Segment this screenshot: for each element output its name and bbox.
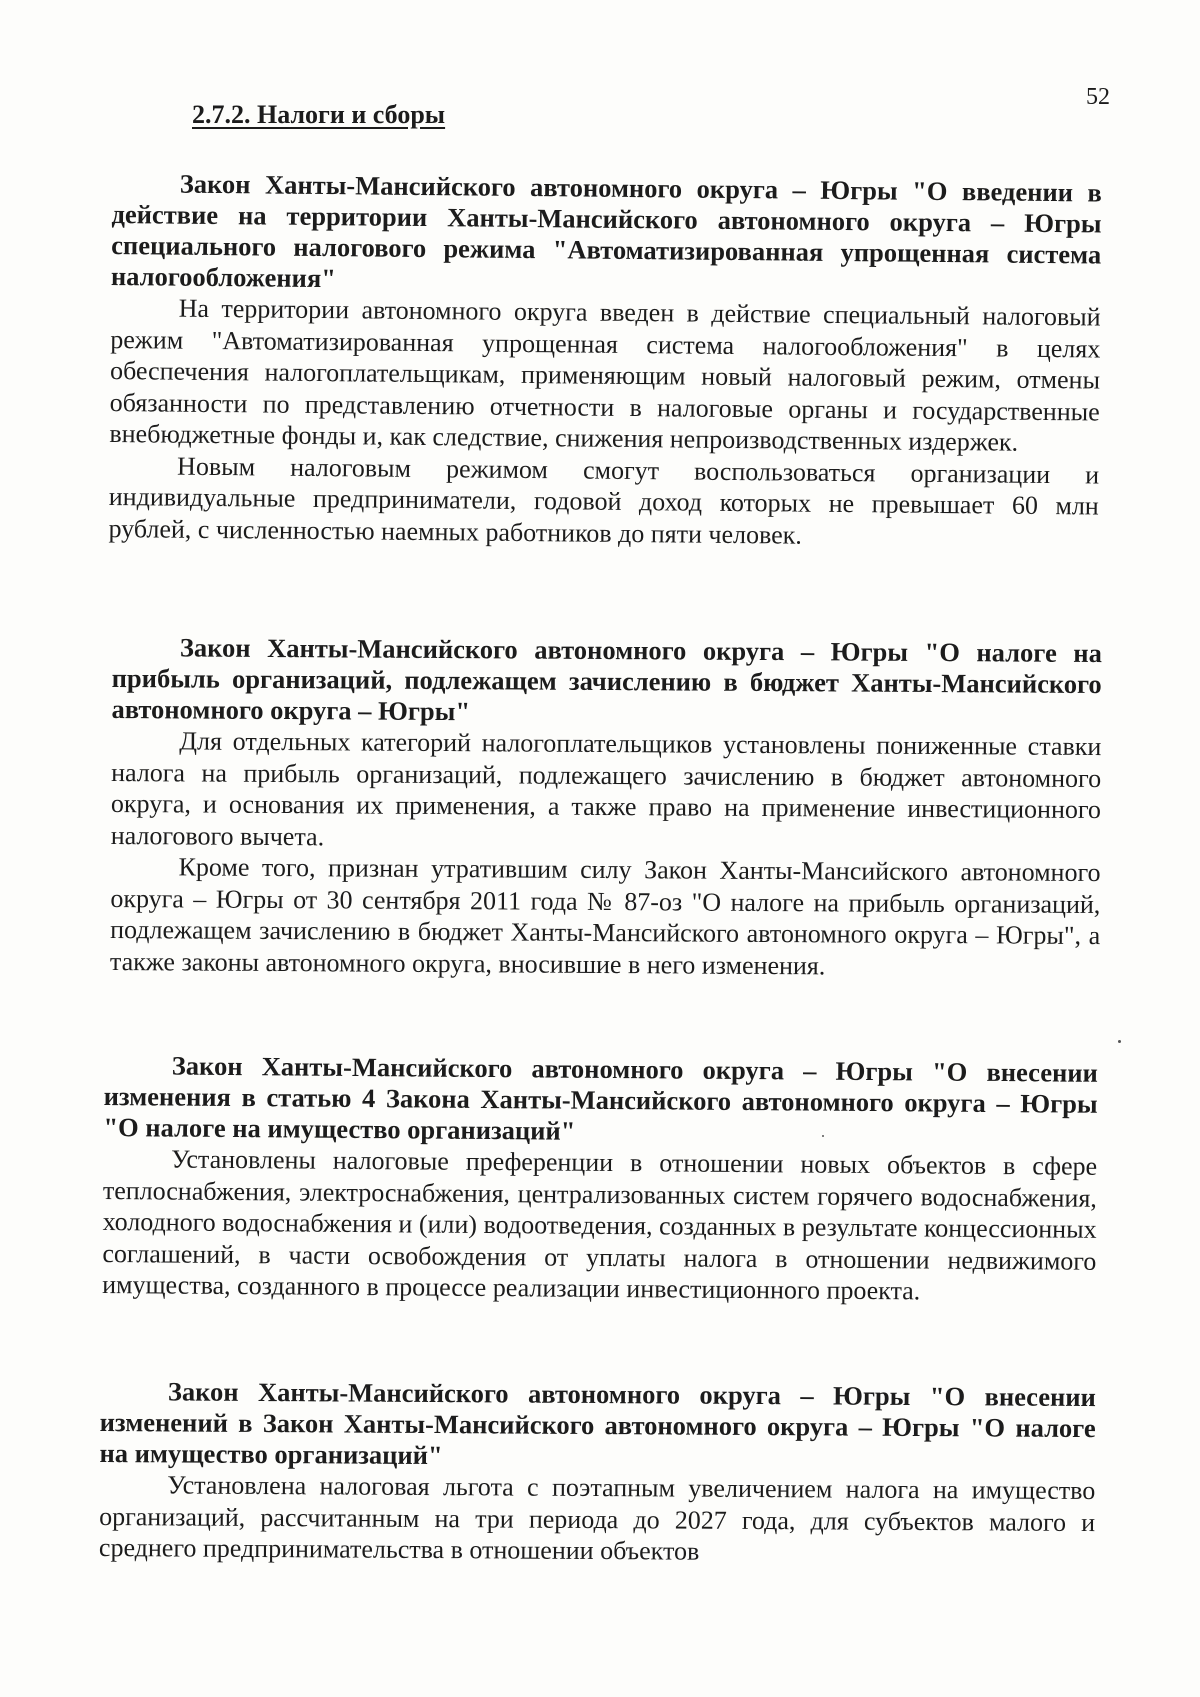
scan-speck bbox=[822, 1135, 824, 1137]
law-paragraph: Новым налоговым режимом смогут воспользоваться организации и индивидуальные предприниматели, годовой доход которых не превышает 60 млн рублей, с численностью наемных работников до пяти человек. bbox=[108, 451, 1100, 550]
section-heading: 2.7.2. Налоги и сборы bbox=[192, 100, 446, 129]
law-section-3 bbox=[102, 1050, 1098, 1308]
law-title: Закон Ханты-Мансийского автономного округа – Югры "О внесении изменения в статью 4 Закона Ханты-Мансийского автономного округа – Югры "О налоге на имущество организаций" bbox=[103, 1050, 1098, 1146]
law-paragraph: На территории автономного округа введен в действие специальный налоговый режим "Автоматизированная упрощенная система налогообложения" в целях обеспечения налогоплательщикам, применяющим новый налоговый режим, отмены обязанности по представлению отчетности в налоговые органы и государственные внебюджетные фонды и, как следствие, снижения непроизводственных издержек. bbox=[109, 293, 1101, 457]
law-title: Закон Ханты-Мансийского автономного округа – Югры "О внесении изменений в Закон Ханты-Мансийского автономного округа – Югры "О налоге на имущество организаций" bbox=[99, 1376, 1096, 1471]
law-paragraph: Кроме того, признан утратившим силу Закон Ханты-Мансийского автономного округа – Югры от 30 сентября 2011 года № 87-оз "О налоге на прибыль организаций, подлежащем зачислению в бюджет Ханты-Мансийского автономного округа – Югры", а также законы автономного округа, вносившие в него изменения. bbox=[109, 852, 1101, 980]
law-title: Закон Ханты-Мансийского автономного округа – Югры "О налоге на прибыль организаций, подлежащем зачислению в бюджет Ханты-Мансийского автономного округа – Югры" bbox=[111, 632, 1102, 727]
law-paragraph: Установлены налоговые преференции в отношении новых объектов в сфере теплоснабжения, электроснабжения, централизованных систем горячего водоснабжения, холодного водоснабжения и (или) водоотведения, созданных в результате концессионных соглашений, в части освобождения от уплаты налога в отношении недвижимого имущества, созданного в процессе реализации инвестиционного проекта. bbox=[102, 1144, 1098, 1306]
law-paragraph: Установлена налоговая льгота с поэтапным увеличением налога на имущество организаций, рассчитанным на три периода до 2027 года, для субъектов малого и среднего предпринимательства в отношении объектов bbox=[98, 1470, 1096, 1566]
law-section-4 bbox=[99, 1376, 1096, 1570]
law-section-2 bbox=[110, 632, 1102, 983]
page-number: 52 bbox=[1086, 84, 1110, 110]
scan-speck bbox=[1118, 1040, 1121, 1043]
law-section-1 bbox=[108, 168, 1102, 553]
law-paragraph: Для отдельных категорий налогоплательщиков установлены пониженные ставки налога на прибыль организаций, подлежащего зачислению в бюджет автономного округа, и основания их применения, а также право на применение инвестиционного налогового вычета. bbox=[110, 726, 1102, 851]
law-title: Закон Ханты-Мансийского автономного округа – Югры "О введении в действие на территории Ханты-Мансийского автономного округа – Югры специального налогового режима "Автоматизированная упрощенная система налогообложения" bbox=[110, 168, 1102, 294]
